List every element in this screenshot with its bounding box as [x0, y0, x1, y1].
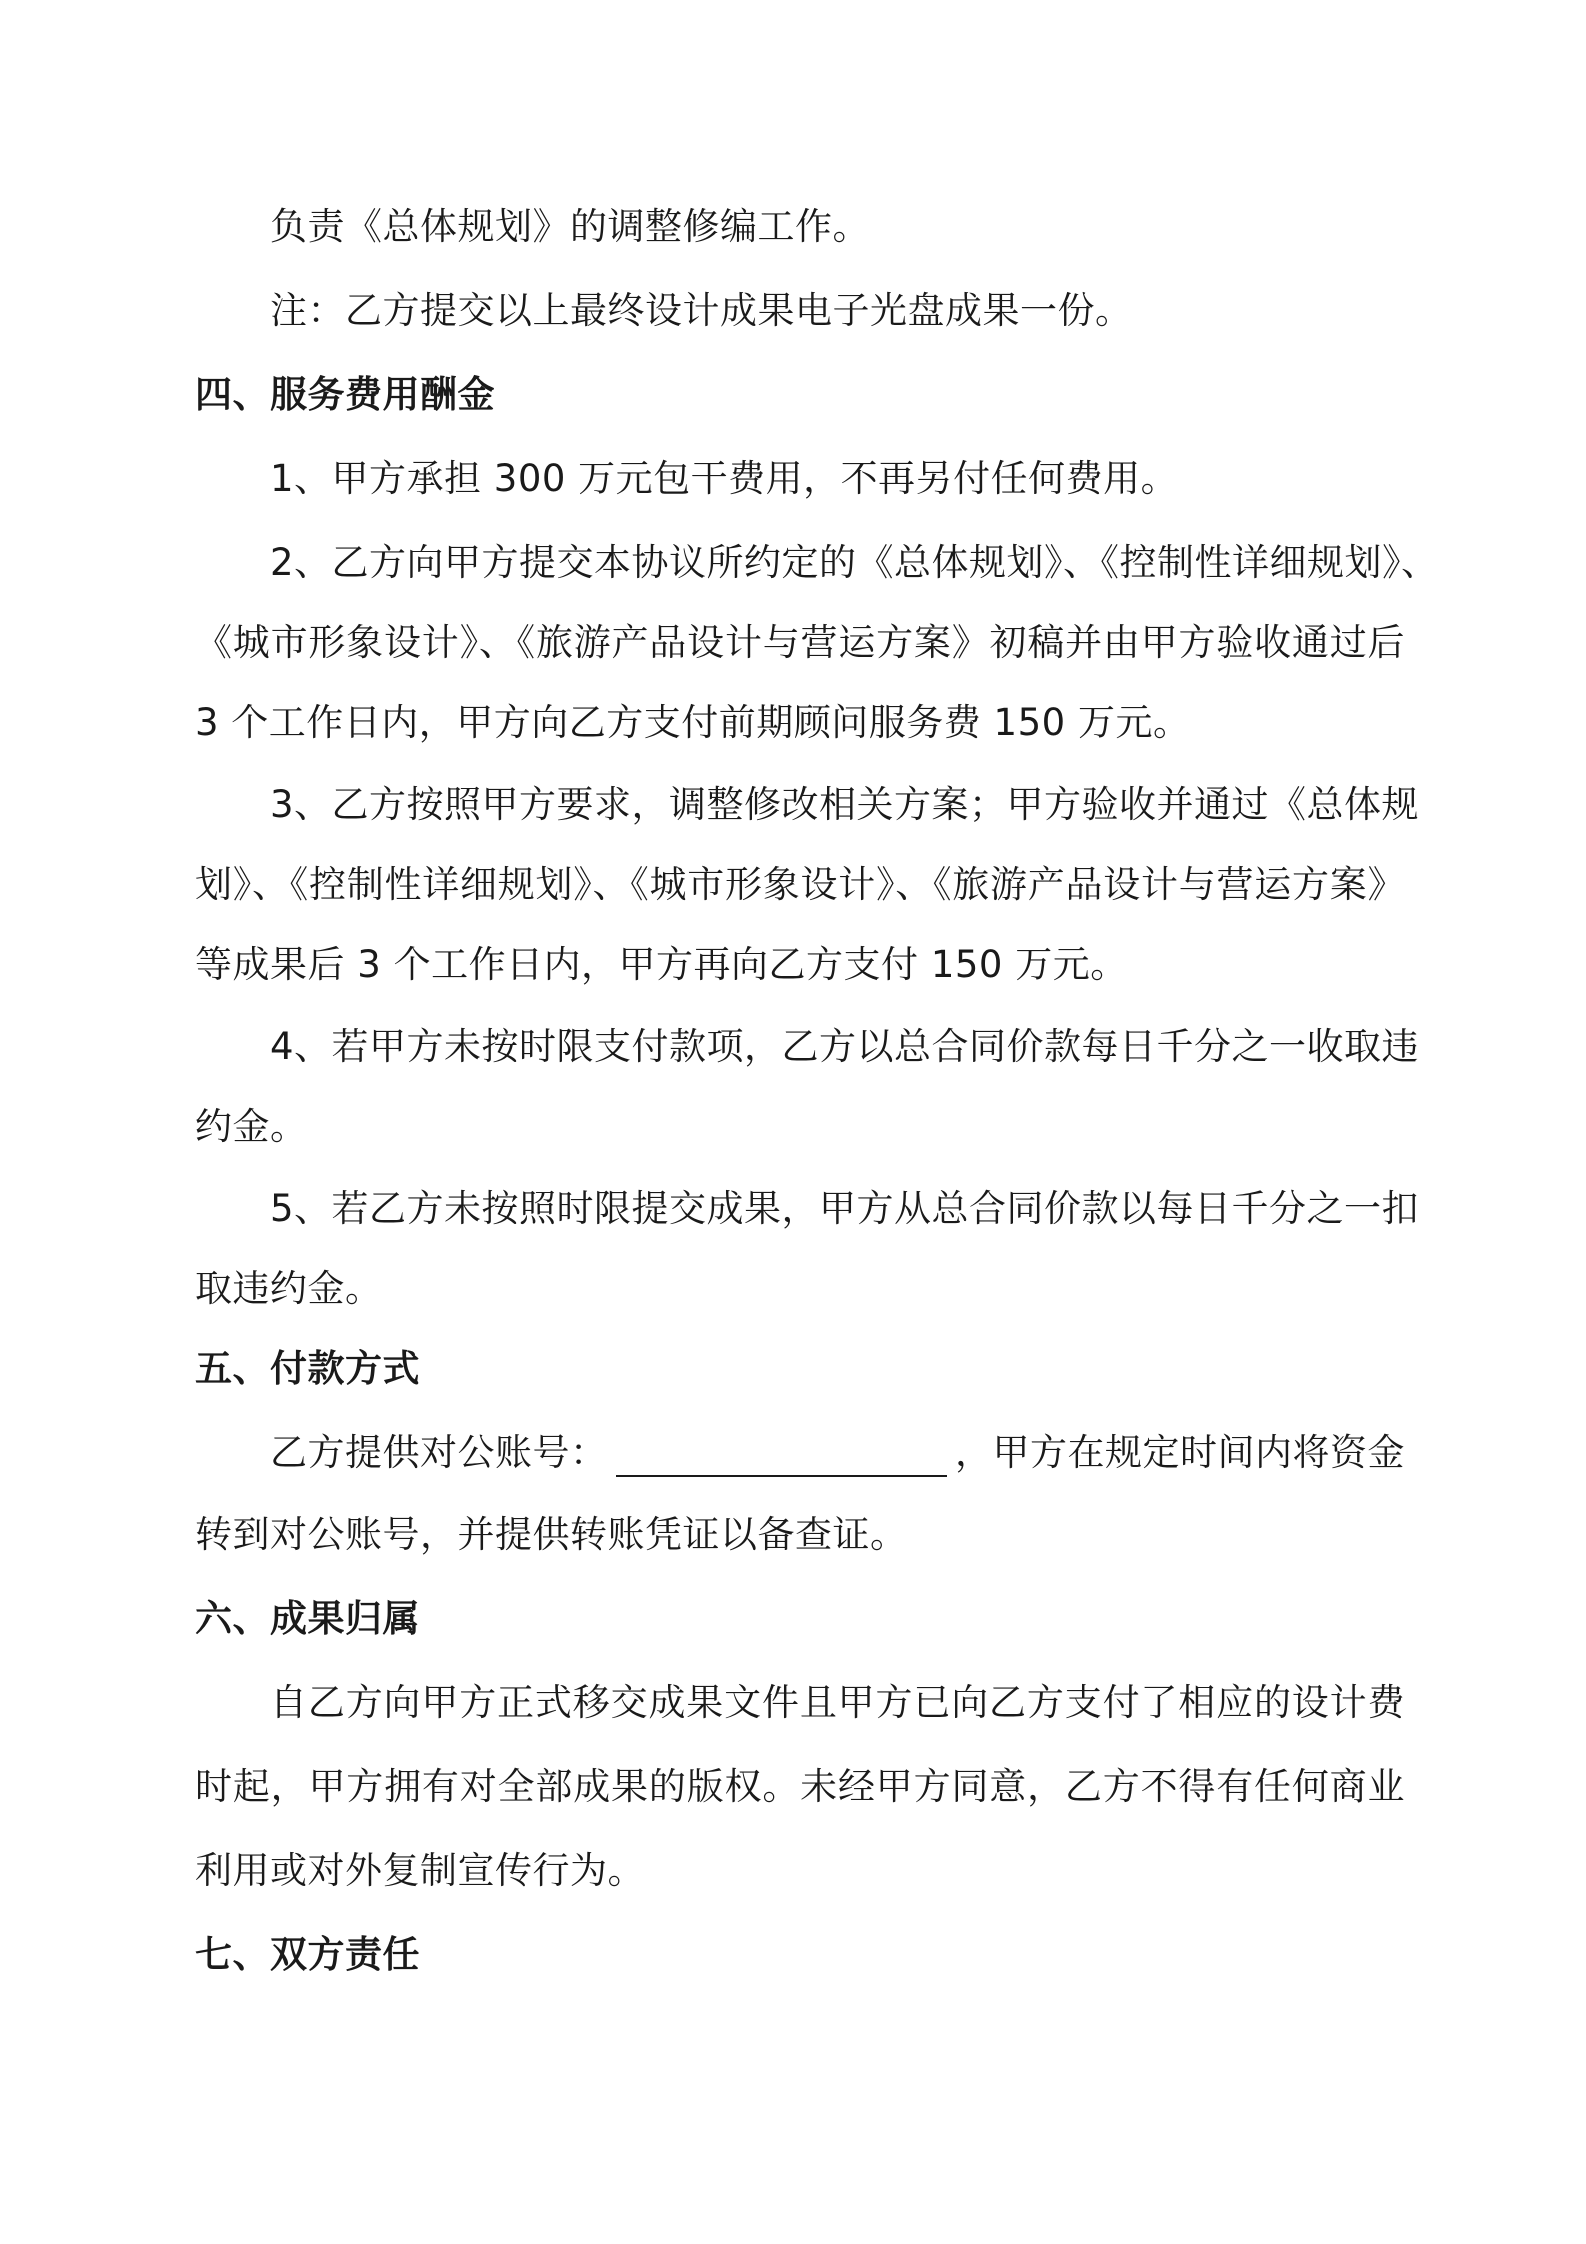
- fees-item-4-line-1: 4、若甲方未按时限支付款项，乙方以总合同价款每日千分之一收取违: [270, 1025, 1420, 1068]
- ownership-line-3: 利用或对外复制宣传行为。: [195, 1849, 645, 1892]
- fees-item-3-line-1: 3、乙方按照甲方要求，调整修改相关方案；甲方验收并通过《总体规: [270, 783, 1420, 826]
- note-line: 注：乙方提交以上最终设计成果电子光盘成果一份。: [270, 289, 1133, 332]
- fees-item-3-line-3: 等成果后 3 个工作日内，甲方再向乙方支付 150 万元。: [195, 943, 1128, 986]
- account-number-blank: [616, 1441, 948, 1477]
- payment-account-label: 乙方提供对公账号：: [270, 1431, 608, 1474]
- fees-item-5-line-2: 取违约金。: [195, 1267, 383, 1310]
- payment-line-1: [270, 1429, 1405, 1477]
- fees-item-3-line-2: 划》、《控制性详细规划》、《城市形象设计》、《旅游产品设计与营运方案》: [195, 863, 1405, 906]
- payment-line-2: 转到对公账号，并提供转账凭证以备查证。: [195, 1513, 908, 1556]
- payment-line-1-tail: ，甲方在规定时间内将资金: [955, 1431, 1405, 1474]
- section-heading-payment: 五、付款方式: [195, 1347, 420, 1390]
- ownership-line-1: 自乙方向甲方正式移交成果文件且甲方已向乙方支付了相应的设计费: [270, 1681, 1405, 1724]
- section-heading-fees: 四、服务费用酬金: [195, 373, 495, 416]
- fees-item-5-line-1: 5、若乙方未按照时限提交成果，甲方从总合同价款以每日千分之一扣: [270, 1187, 1420, 1230]
- fees-item-2-line-1: 2、乙方向甲方提交本协议所约定的《总体规划》、《控制性详细规划》、: [270, 541, 1439, 584]
- paragraph-line: 负责《总体规划》的调整修编工作。: [270, 205, 870, 248]
- section-heading-ownership: 六、成果归属: [195, 1597, 420, 1640]
- fees-item-2-line-3: 3 个工作日内，甲方向乙方支付前期顾问服务费 150 万元。: [195, 701, 1191, 744]
- section-heading-responsibilities: 七、双方责任: [195, 1933, 420, 1976]
- fees-item-4-line-2: 约金。: [195, 1105, 308, 1148]
- fees-item-2-line-2: 《城市形象设计》、《旅游产品设计与营运方案》初稿并由甲方验收通过后: [195, 621, 1405, 664]
- fees-item-1: 1、甲方承担 300 万元包干费用，不再另付任何费用。: [270, 457, 1179, 500]
- ownership-line-2: 时起，甲方拥有对全部成果的版权。未经甲方同意，乙方不得有任何商业: [195, 1765, 1405, 1808]
